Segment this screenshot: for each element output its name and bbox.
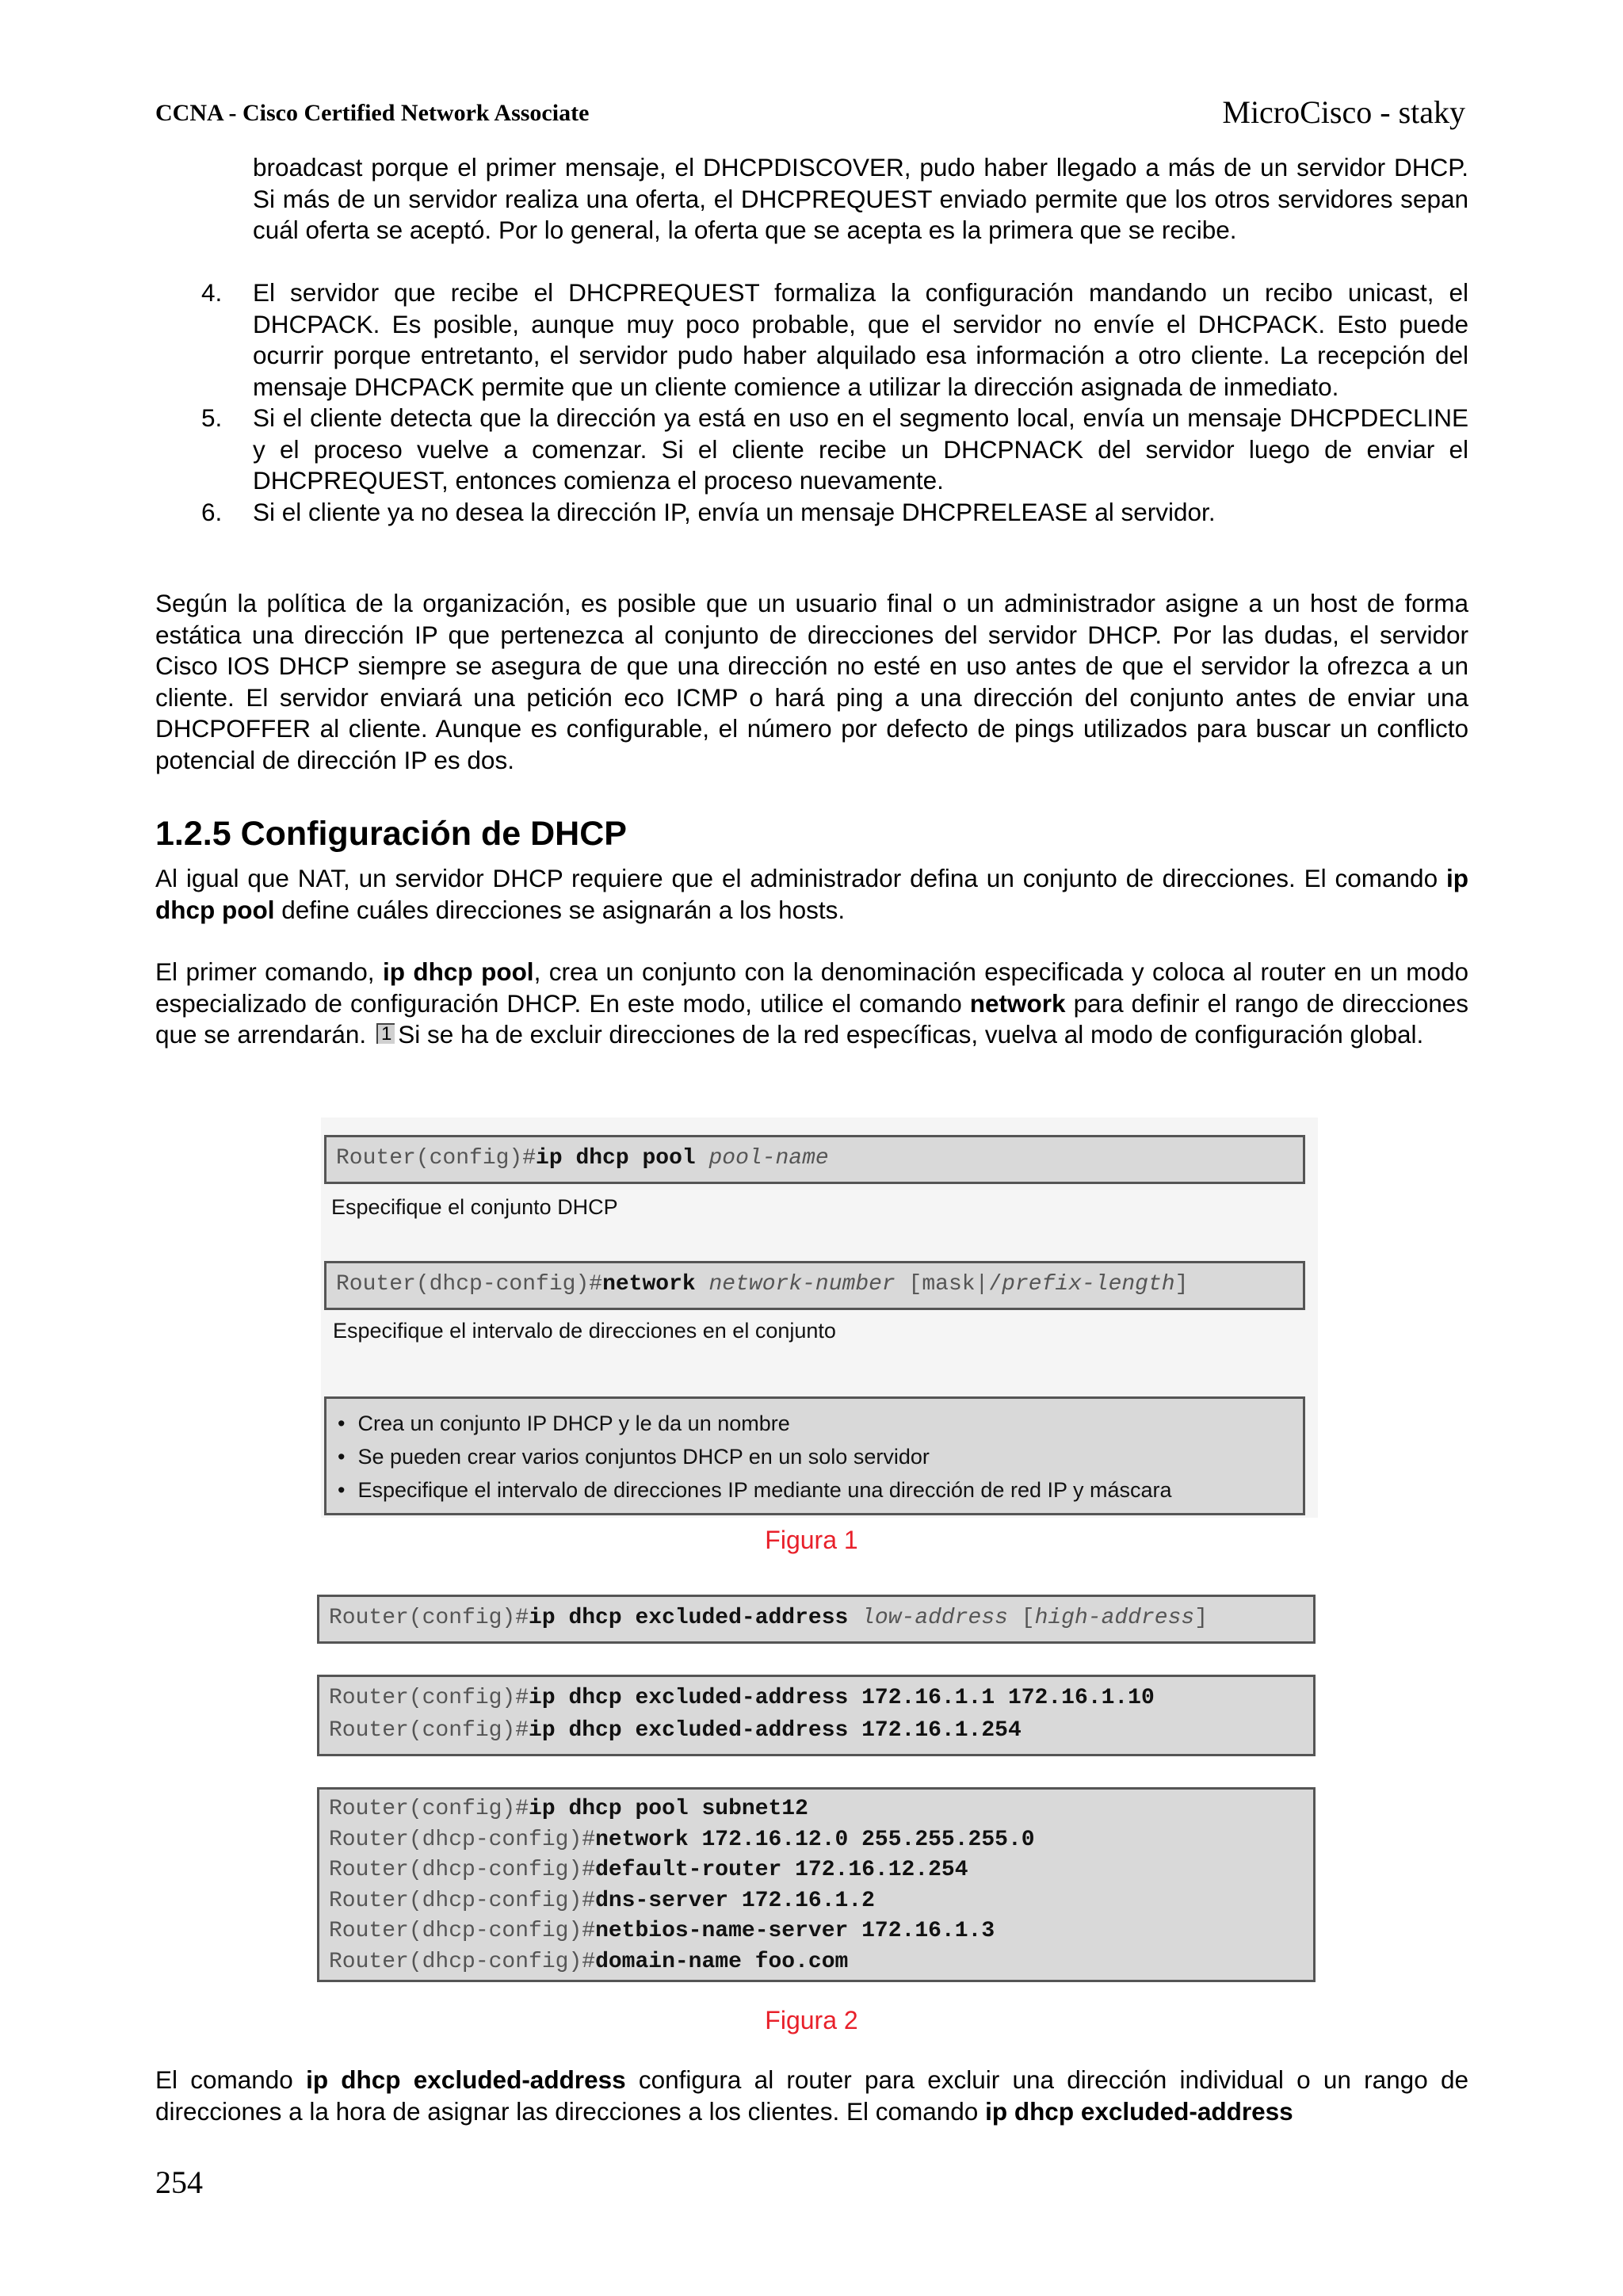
code-pool-subnet12: Router(config)#ip dhcp pool subnet12 Router(dhcp-config)#network 172.16.12.0 255.255.255.0 Router(dhcp-config)#default-router 172.16.12.254 Router(dhcp-config)#dns-server 172.16.1.2 Router(dhcp-config)#netbios-name-server 172.16.1.3 Router(dhcp-config)#domain-name foo.com [317,1787,1316,1982]
figure-2-caption: Figura 2 [765,2006,858,2034]
list-item: • Especifique el intervalo de direcciones IP mediante una dirección de red IP y máscara [338,1473,1292,1507]
code-excluded-address-syntax: Router(config)#ip dhcp excluded-address low-address [high-address] [317,1595,1316,1644]
dhcp-steps-list [155,277,1468,528]
figure-1-bullets [324,1396,1305,1515]
command-keyword: ip dhcp pool [382,957,534,986]
policy-paragraph: Según la política de la organización, es posible que un usuario final o un administrador asigne a un host de forma estática una dirección IP que pertenezca al conjunto de direcciones del servidor DHCP. Por las dudas, el servidor Cisco IOS DHCP siempre se asegura de que una dirección no esté en uso antes de que el servidor la ofrezca a un cliente. El servidor enviará una petición eco ICMP o hará ping a una dirección del conjunto antes de enviar una DHCPOFFER al cliente. Aunque es configurable, el número por defecto de pings utilizados para buscar un conflicto potencial de dirección IP es dos. [155,589,1468,774]
running-header-title: CCNA - Cisco Certified Network Associate [155,100,590,126]
step-number: 6. [201,497,223,526]
list-item: • Se pueden crear varios conjuntos DHCP en un solo servidor [338,1440,1292,1473]
code-caption: Especifique el conjunto DHCP [331,1195,618,1219]
step-number: 5. [201,403,223,432]
paragraph-first-command: El primer comando, ip dhcp pool, crea un conjunto con la denominación especificada y coloca al router en un modo especializado de configuración DHCP. En este modo, utilice el comando network para definir el rango de direcciones que se arrendarán. 1 Si se ha de excluir direcciones de la red específicas, vuelva al modo de configuración global. [155,957,1469,1049]
paragraph-excluded-address: El comando ip dhcp excluded-address configura al router para excluir una dirección individual o un rango de direcciones a la hora de asignar las direcciones a los clientes. El comando ip dhcp excluded-address [155,2065,1468,2126]
running-header-author: MicroCisco - staky [1222,94,1465,130]
step-text: El servidor que recibe el DHCPREQUEST formaliza la configuración mandando un recibo unicast, el DHCPACK. Es posible, aunque muy poco probable, que el servidor no envíe el DHCPACK. Esto puede ocurrir porque entretanto, el servidor pudo haber alquilado esa información a otro cliente. La recepción del mensaje DHCPACK permite que un cliente comience a utilizar la dirección asignada de inmediato. [253,278,1468,401]
figure-reference-marker[interactable]: 1 [376,1023,395,1044]
step-number: 4. [201,278,223,307]
intro-continuation: broadcast porque el primer mensaje, el DHCPDISCOVER, pudo haber llegado a más de un servidor DHCP. Si más de un servidor realiza una oferta, el DHCPREQUEST enviado permite que los otros servidores sepan cuál oferta se aceptó. Por lo general, la oferta que se acepta es la primera que se recibe. [253,153,1468,244]
step-text: Si el cliente ya no desea la dirección IP, envía un mensaje DHCPRELEASE al servidor. [253,497,1216,526]
command-keyword: ip dhcp excluded-address [306,2065,626,2094]
code-excluded-address-examples: Router(config)#ip dhcp excluded-address 172.16.1.1 172.16.1.10 Router(config)#ip dhcp excluded-address 172.16.1.254 [317,1675,1316,1756]
figure-1-caption: Figura 1 [765,1526,858,1554]
list-item [155,403,1468,497]
command-keyword: ip dhcp pool [155,864,1468,924]
paragraph-intro-dhcp-pool: Al igual que NAT, un servidor DHCP requiere que el administrador defina un conjunto de direcciones. El comando ip dhcp pool define cuáles direcciones se asignarán a los hosts. [155,864,1468,924]
section-heading: 1.2.5 Configuración de DHCP [155,815,627,853]
page-number: 254 [155,2164,203,2200]
command-keyword: ip dhcp excluded-address [985,2096,1293,2126]
step-text: Si el cliente detecta que la dirección ya está en uso en el segmento local, envía un mensaje DHCPDECLINE y el proceso vuelve a comenzar. Si el cliente recibe un DHCPNACK del servidor luego de enviar el DHCPREQUEST, entonces comienza el proceso nuevamente. [253,403,1468,495]
code-network: Router(dhcp-config)#network network-number [mask|/prefix-length] [324,1261,1305,1310]
list-item [155,497,1468,529]
list-item [155,277,1468,403]
code-ip-dhcp-pool: Router(config)#ip dhcp pool pool-name [324,1135,1305,1184]
code-caption: Especifique el intervalo de direcciones en el conjunto [333,1319,836,1343]
command-keyword: network [969,988,1066,1018]
list-item: • Crea un conjunto IP DHCP y le da un nombre [338,1407,1292,1440]
